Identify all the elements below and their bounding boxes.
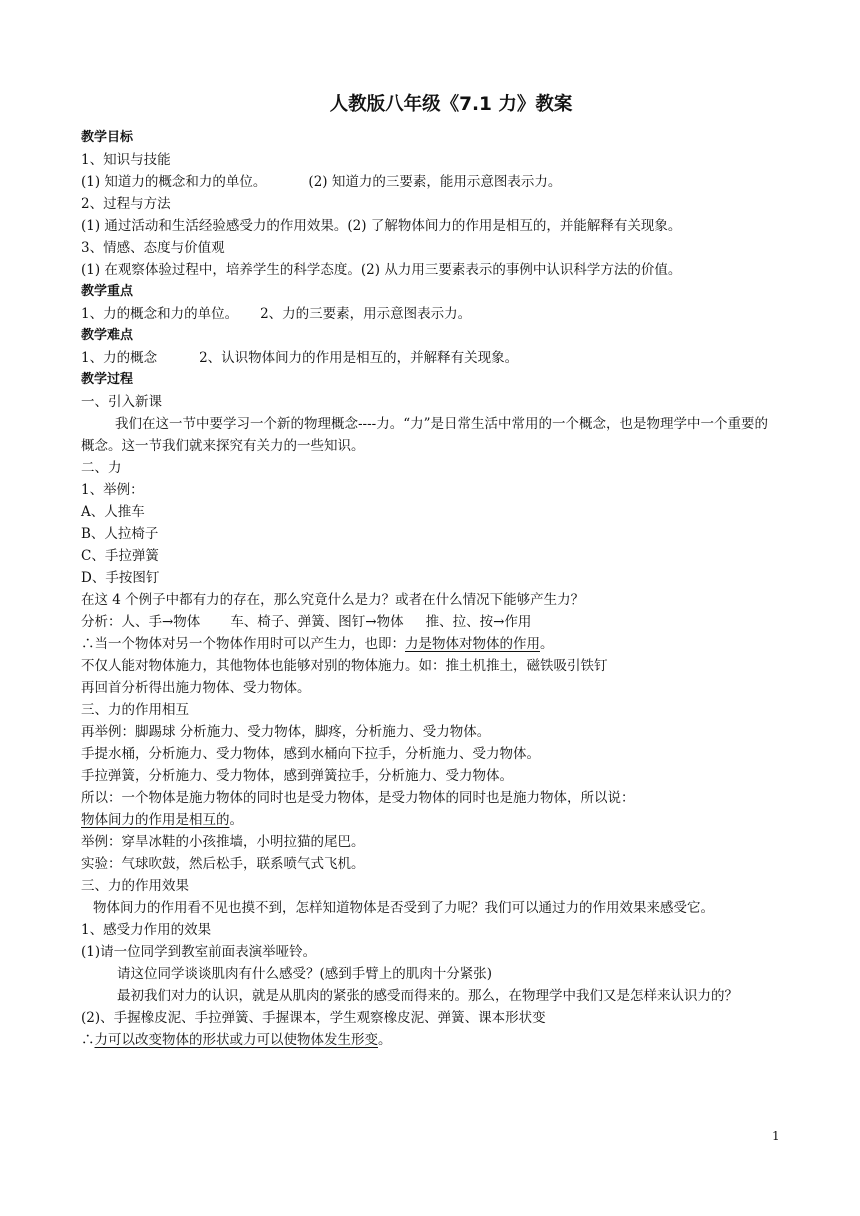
paragraph: 物体间力的作用看不见也摸不到，怎样知道物体是否受到了力呢？我们可以通过力的作用效果来感受它。 [93, 900, 714, 916]
text-line [81, 611, 781, 633]
page-number: 1 [772, 1129, 780, 1143]
text-line: 1、知识与技能 [81, 152, 171, 168]
page-title: 人教版八年级《7.1 力》教案 [329, 94, 573, 115]
text-line: 三、力的作用相互 [81, 702, 189, 718]
text-line: 二、力 [81, 460, 122, 476]
text-span: (1) 知道力的概念和力的单位。 [81, 174, 267, 190]
list-item: D、手按图钉 [81, 570, 160, 586]
text-span: (2) 知道力的三要素，能用示意图表示力。 [308, 174, 562, 190]
text-line: 三、力的作用效果 [81, 878, 189, 894]
text-line [81, 171, 781, 193]
text-span: 分析：人、手→物体 [81, 614, 201, 630]
document-body [81, 92, 781, 1051]
underlined-text: 力是物体对物体的作用 [405, 636, 540, 652]
list-item: B、人拉椅子 [81, 526, 159, 542]
text-line [81, 633, 781, 655]
text-line: 不仅人能对物体施力，其他物体也能够对别的物体施力。如：推土机推土，磁铁吸引铁钉 [81, 658, 608, 674]
text-span: 。 [229, 812, 243, 828]
section-heading: 教学难点 [81, 328, 134, 343]
text-line: 实验：气球吹鼓，然后松手，联系喷气式飞机。 [81, 856, 365, 872]
text-span: 1、力的概念 [81, 350, 158, 366]
text-span: 1、力的概念和力的单位。 [81, 306, 239, 322]
list-item: C、手拉弹簧 [81, 548, 159, 564]
text-span: 2、认识物体间力的作用是相互的，并解释有关现象。 [199, 350, 519, 366]
text-line: 所以：一个物体是施力物体的同时也是受力物体，是受力物体的同时也是施力物体，所以说： [81, 790, 635, 806]
text-line: 1、感受力作用的效果 [81, 922, 212, 938]
text-span: ∴ [81, 1032, 95, 1048]
text-line: 1、举例： [81, 482, 144, 498]
underlined-text: 力可以改变物体的形状或力可以使物体发生形变 [94, 1032, 378, 1048]
text-line: 请这位同学谈谈肌肉有什么感受？(感到手臂上的肌肉十分紧张) [117, 966, 493, 982]
text-line: 手提水桶，分析施力、受力物体，感到水桶向下拉手，分析施力、受力物体。 [81, 746, 540, 762]
section-heading: 教学过程 [81, 372, 134, 387]
text-line: (1)请一位同学到教室前面表演举哑铃。 [81, 944, 317, 960]
text-line: (1) 通过活动和生活经验感受力的作用效果。(2) 了解物体间力的作用是相互的，并能解释有关现象。 [81, 218, 682, 234]
text-line: 一、引入新课 [81, 394, 162, 410]
text-span: ∴当一个物体对另一个物体作用时可以产生力，也即： [81, 636, 405, 652]
text-line: 手拉弹簧，分析施力、受力物体，感到弹簧拉手，分析施力、受力物体。 [81, 768, 513, 784]
text-line [81, 809, 781, 831]
text-line: (1) 在观察体验过程中，培养学生的科学态度。(2) 从力用三要素表示的事例中认识科学方法的价值。 [81, 262, 682, 278]
text-span: 。 [378, 1032, 392, 1048]
text-line: 举例：穿旱冰鞋的小孩推墙，小明拉猫的尾巴。 [81, 834, 365, 850]
text-line: 再举例：脚踢球 分析施力、受力物体，脚疼，分析施力、受力物体。 [81, 724, 491, 740]
section-heading: 教学目标 [81, 130, 134, 145]
text-line [81, 303, 781, 325]
text-line: 3、情感、态度与价值观 [81, 240, 225, 256]
text-line: 在这 4 个例子中都有力的存在，那么究竟什么是力？或者在什么情况下能够产生力？ [81, 592, 585, 608]
paragraph: 最初我们对力的认识，就是从肌肉的紧张的感受而得来的。那么，在物理学中我们又是怎样来认识力的？ [117, 988, 738, 1004]
text-line: 再回首分析得出施力物体、受力物体。 [81, 680, 311, 696]
text-span: 2、力的三要素，用示意图表示力。 [260, 306, 472, 322]
text-line: 2、过程与方法 [81, 196, 171, 212]
text-line [81, 1029, 781, 1051]
text-line [81, 347, 781, 369]
section-heading: 教学重点 [81, 284, 134, 299]
underlined-text: 物体间力的作用是相互的 [81, 812, 230, 828]
text-line: (2)、手握橡皮泥、手拉弹簧、手握课本，学生观察橡皮泥、弹簧、课本形状变 [81, 1010, 546, 1026]
text-span: 车、椅子、弹簧、图钉→物体 [230, 614, 404, 630]
list-item: A、人推车 [81, 504, 145, 520]
text-span: 推、拉、按→作用 [425, 614, 532, 630]
text-span: 。 [540, 636, 554, 652]
paragraph: 我们在这一节中要学习一个新的物理概念----力。“力”是日常生活中常用的一个概念，也是物理学中一个重要的概念。这一节我们就来探究有关力的一些知识。 [81, 416, 769, 454]
